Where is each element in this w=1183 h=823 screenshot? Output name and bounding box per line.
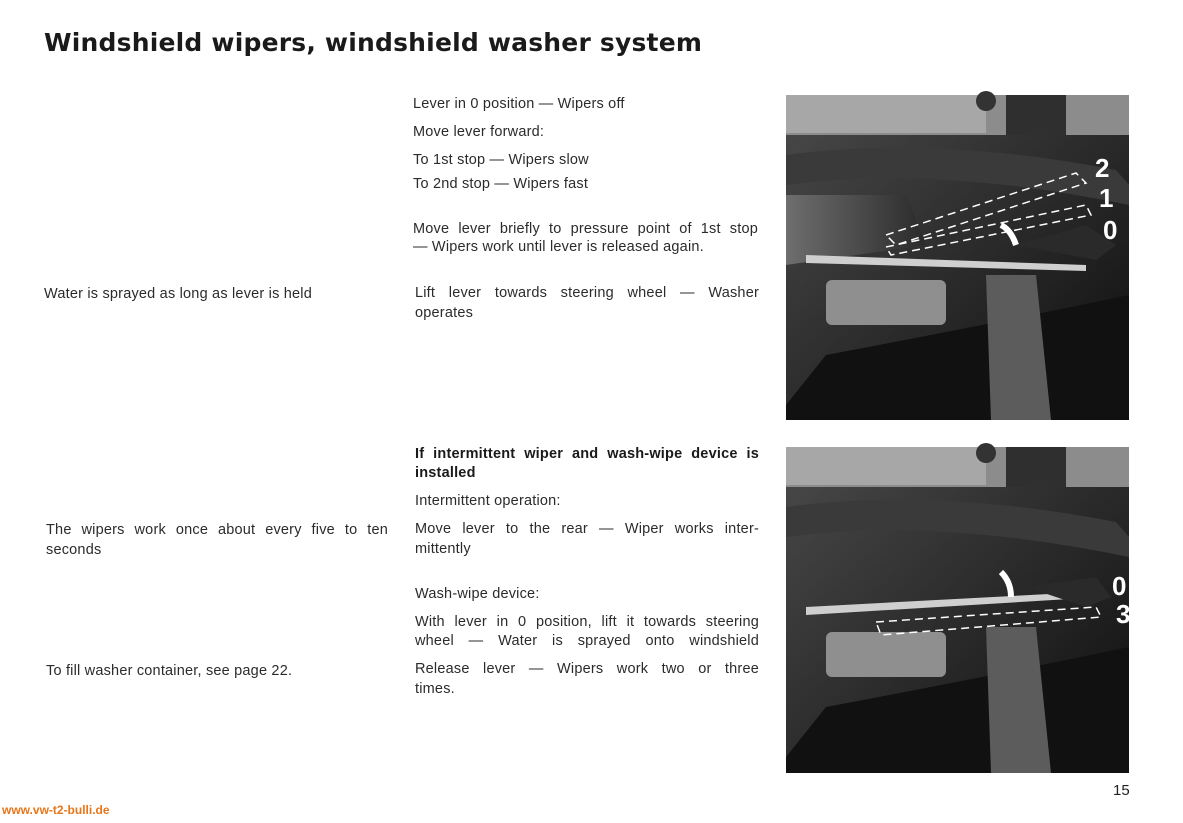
section-heading: installed (415, 465, 476, 481)
text-line: operates (415, 305, 474, 321)
text-line: — Wipers work until lever is released again. (413, 239, 704, 255)
page-number: 15 (1113, 782, 1130, 799)
lever-position-label-3: 3 (1116, 599, 1131, 629)
fill-note: To fill washer container, see page 22. (46, 663, 293, 679)
lever-position-label-2: 2 (1095, 153, 1110, 183)
text-line: Lever in 0 position — Wipers off (413, 96, 625, 112)
wiper-lever-photo-2 (786, 447, 1129, 773)
text-line: Wash-wipe device: (415, 586, 540, 602)
lever-position-label-0: 0 (1103, 215, 1118, 245)
text-line: Move lever briefly to pressure point of 1st stop (413, 221, 758, 237)
text-line: Lift lever towards steering wheel — Washer (415, 285, 759, 301)
text-line: Release lever — Wipers work two or three (415, 661, 759, 677)
text-line: times. (415, 681, 455, 697)
lever-position-label-0: 0 (1112, 571, 1127, 601)
watermark-link[interactable]: www.vw-t2-bulli.de (2, 803, 110, 817)
text-line: wheel — Water is sprayed onto windshield (415, 633, 759, 649)
wiper-lever-photo-1 (786, 95, 1129, 420)
text-line: mittently (415, 541, 471, 557)
text-line: To 1st stop — Wipers slow (413, 152, 589, 168)
lever-position-label-1: 1 (1099, 183, 1114, 213)
text-line: To 2nd stop — Wipers fast (413, 176, 589, 192)
text-line: Move lever to the rear — Wiper works inter- (415, 521, 759, 537)
text-line: Intermittent operation: (415, 493, 561, 509)
section-heading: If intermittent wiper and wash-wipe device is (415, 446, 759, 462)
page-title: Windshield wipers, windshield washer system (44, 28, 703, 57)
text-line: Move lever forward: (413, 124, 545, 140)
washer-note: Water is sprayed as long as lever is held (44, 286, 312, 302)
intermittent-note: The wipers work once about every five to ten seconds (46, 522, 388, 558)
text-line: With lever in 0 position, lift it towards steering (415, 614, 759, 630)
